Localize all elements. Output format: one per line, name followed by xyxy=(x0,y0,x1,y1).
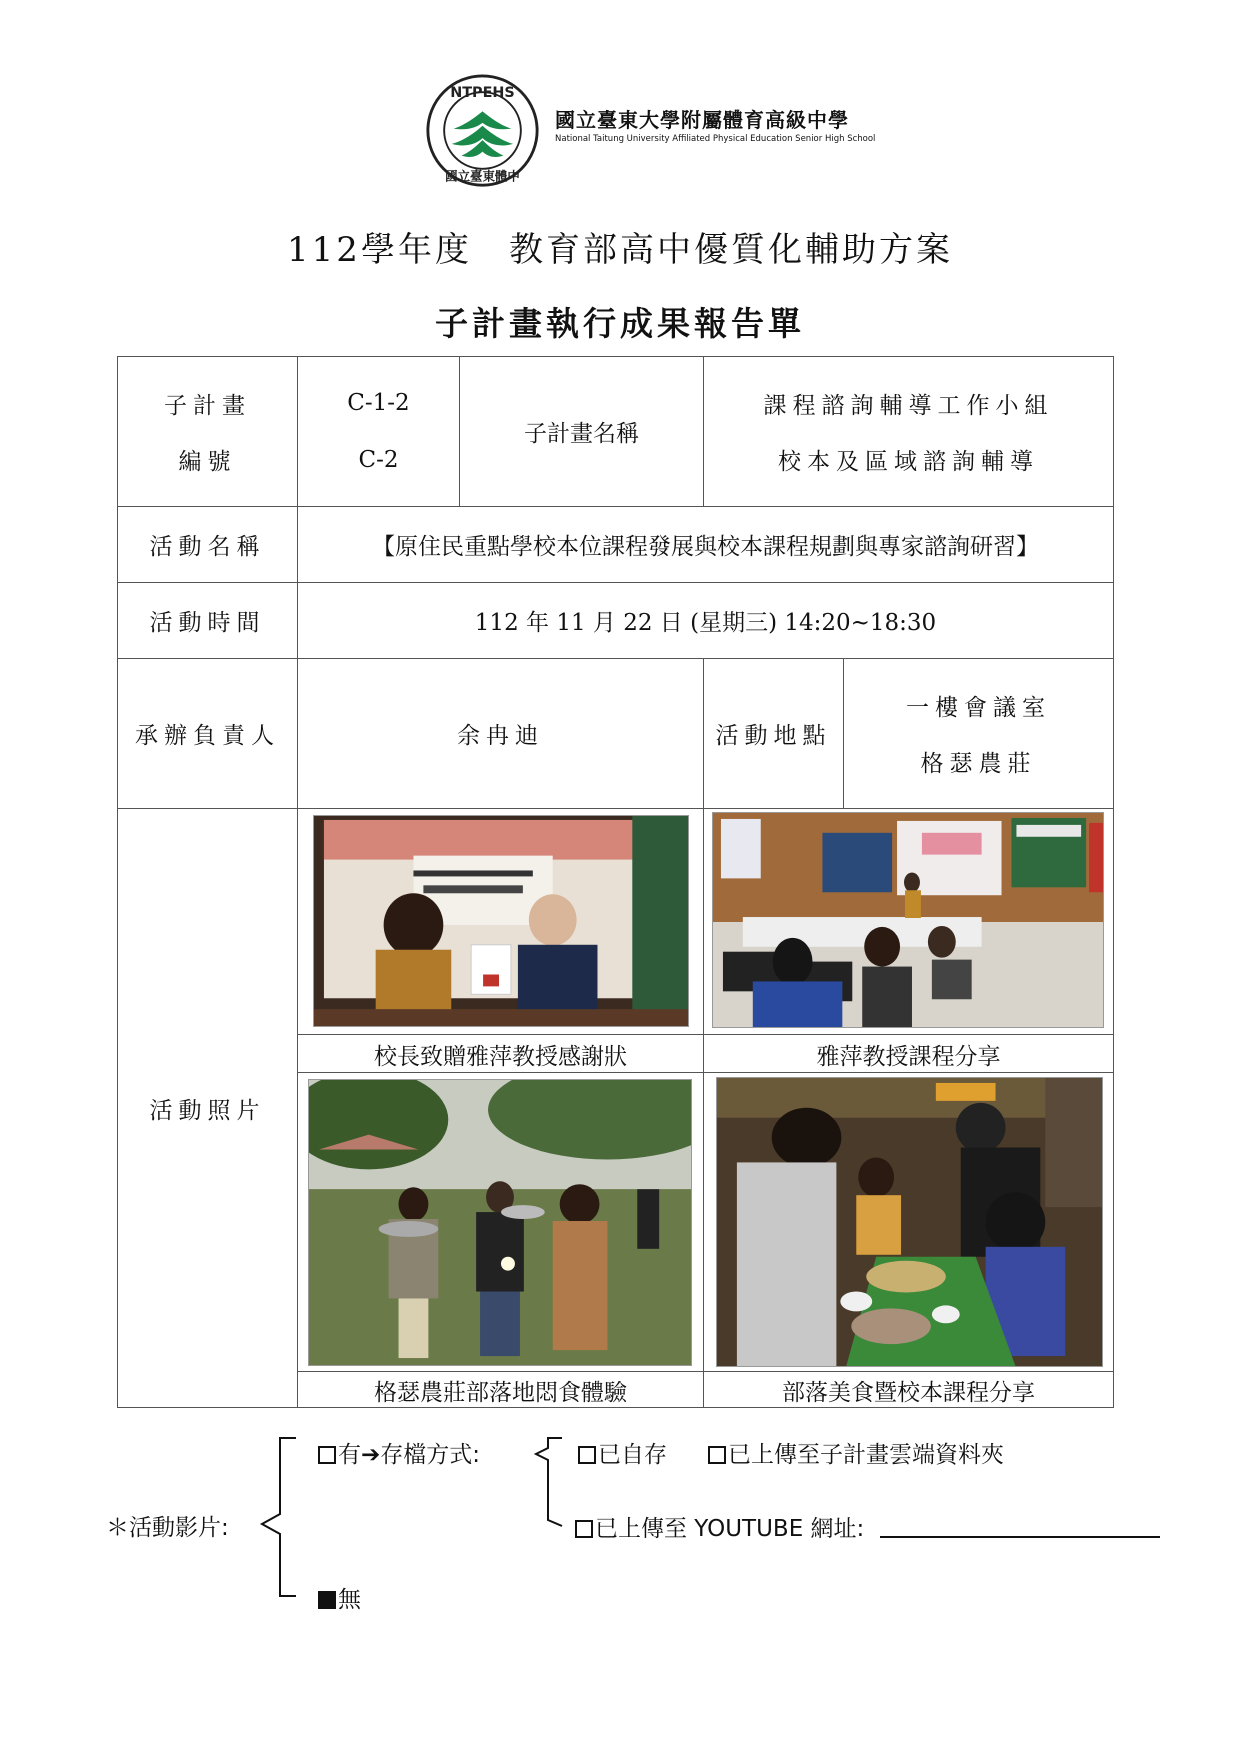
subplan-name-value xyxy=(703,356,1114,507)
subplan-name-label xyxy=(459,356,704,507)
activity-time-label-text: 活動時間 xyxy=(149,610,266,636)
photo-meeting-room xyxy=(712,812,1104,1028)
report-title: 子計畫執行成果報告單 xyxy=(435,304,805,343)
activity-name-label xyxy=(117,506,298,583)
video-option-cloud[interactable] xyxy=(708,1436,1004,1469)
photo-caption-3: 格瑟農莊部落地悶食體驗 xyxy=(374,1380,627,1406)
subplan-code-label-line1: 子計畫 xyxy=(164,392,251,419)
activity-name-value xyxy=(297,506,1114,583)
activity-time-label xyxy=(117,582,298,659)
svg-text:國立臺東體中: 國立臺東體中 xyxy=(445,168,520,184)
organizer-label xyxy=(117,658,298,809)
location-label-text: 活動地點 xyxy=(715,723,832,749)
video-option-has-text: 有➔存檔方式: xyxy=(338,1442,481,1468)
subplan-name-2: 校本及區域諮詢輔導 xyxy=(778,449,1039,476)
video-option-none-text: 無 xyxy=(338,1587,361,1613)
organizer-text: 余冉迪 xyxy=(457,723,544,749)
checkbox-self-saved[interactable] xyxy=(578,1446,596,1464)
video-option-youtube-text: 已上傳至 YOUTUBE 網址: xyxy=(595,1516,865,1542)
photos-label xyxy=(117,808,298,1408)
subplan-name-label-text: 子計畫名稱 xyxy=(524,421,639,447)
organizer-value xyxy=(297,658,704,809)
photo-caption-1: 校長致贈雅萍教授感謝狀 xyxy=(374,1044,627,1070)
video-option-cloud-text: 已上傳至子計畫雲端資料夾 xyxy=(728,1442,1004,1468)
video-option-self-saved-text: 已自存 xyxy=(598,1442,667,1468)
subplan-code-2: C-2 xyxy=(358,446,399,473)
svg-text:NTPEHS: NTPEHS xyxy=(450,84,515,101)
activity-name-text: 【原住民重點學校本位課程發展與校本課程規劃與專家諮詢研習】 xyxy=(372,534,1039,560)
photo-caption-4: 部落美食暨校本課程分享 xyxy=(782,1380,1035,1406)
location-1: 一樓會議室 xyxy=(906,694,1051,721)
video-option-none[interactable] xyxy=(318,1581,361,1614)
location-value xyxy=(843,658,1114,809)
video-option-youtube[interactable] xyxy=(575,1510,864,1543)
school-name-cn: 國立臺東大學附屬體育高級中學 xyxy=(555,108,849,132)
photo-outdoor xyxy=(308,1079,692,1366)
subplan-code-value xyxy=(297,356,460,507)
school-logo xyxy=(425,73,540,188)
activity-name-label-text: 活動名稱 xyxy=(149,534,266,560)
photo-dinner xyxy=(716,1077,1103,1367)
video-option-self-saved[interactable] xyxy=(578,1436,667,1469)
checkbox-has[interactable] xyxy=(318,1446,336,1464)
activity-time-value xyxy=(297,582,1114,659)
checkbox-none-checked[interactable] xyxy=(318,1591,336,1609)
report-title-year-program: 112學年度 教育部高中優質化輔助方案 xyxy=(287,230,953,270)
video-option-has[interactable] xyxy=(318,1436,480,1469)
organizer-label-text: 承辦負責人 xyxy=(135,723,280,749)
activity-time-text: 112 年 11 月 22 日 (星期三) 14:20~18:30 xyxy=(474,610,937,636)
video-label: ＊活動影片: xyxy=(106,1515,229,1541)
location-2: 格瑟農莊 xyxy=(920,751,1037,778)
school-name-en: National Taitung University Affiliated Physical Education Senior High School xyxy=(555,134,876,144)
photos-label-text: 活動照片 xyxy=(149,1097,266,1124)
subplan-name-1: 課程諮詢輔導工作小組 xyxy=(763,392,1054,419)
location-label xyxy=(703,658,844,809)
checkbox-youtube[interactable] xyxy=(575,1520,593,1538)
youtube-url-input-line[interactable] xyxy=(880,1536,1160,1538)
subplan-code-1: C-1-2 xyxy=(347,390,410,417)
subplan-code-label xyxy=(117,356,298,507)
photo-caption-2: 雅萍教授課程分享 xyxy=(816,1044,1001,1070)
subplan-code-label-line2: 編號 xyxy=(178,449,237,476)
photo-certificate xyxy=(313,815,689,1027)
checkbox-cloud[interactable] xyxy=(708,1446,726,1464)
